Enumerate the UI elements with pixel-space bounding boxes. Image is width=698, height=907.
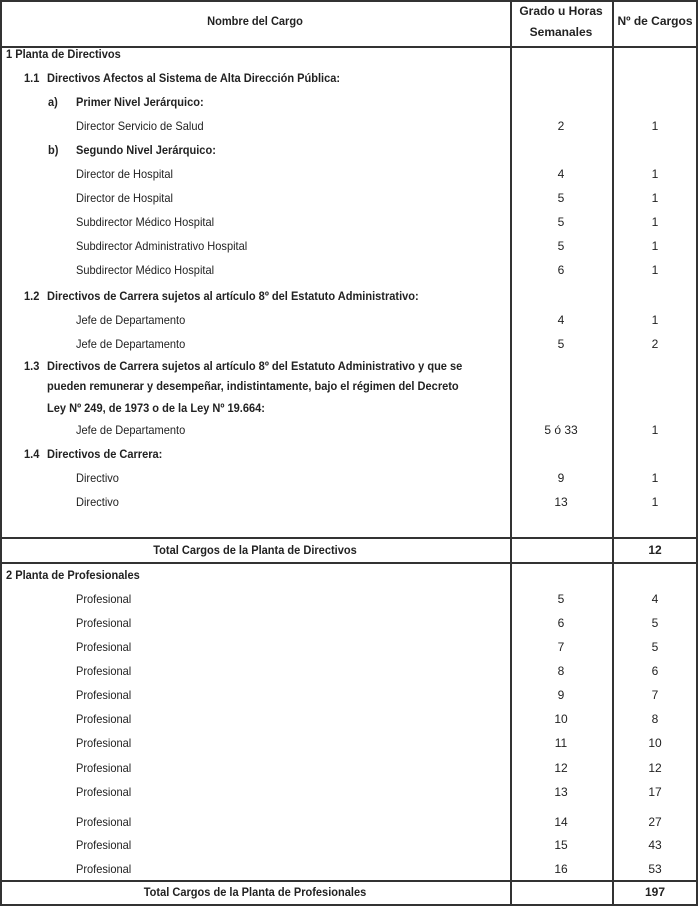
position-name: Subdirector Administrativo Hospital bbox=[76, 239, 248, 253]
position-grado: 2 bbox=[557, 119, 565, 133]
position-name: Subdirector Médico Hospital bbox=[76, 263, 215, 277]
position-name: Profesional bbox=[76, 862, 132, 876]
position-name: Director de Hospital bbox=[76, 191, 173, 205]
position-name: Jefe de Departamento bbox=[76, 423, 186, 437]
position-grado: 13 bbox=[554, 495, 568, 509]
position-count: 10 bbox=[648, 736, 662, 750]
subsection-number: 1.2 bbox=[24, 289, 40, 303]
level-heading: Segundo Nivel Jerárquico: bbox=[76, 143, 216, 157]
section-heading: 2 Planta de Profesionales bbox=[6, 568, 140, 582]
position-count: 5 bbox=[651, 616, 659, 630]
position-count: 1 bbox=[651, 423, 659, 437]
position-grado: 6 bbox=[557, 263, 565, 277]
total-label: Total Cargos de la Planta de Directivos bbox=[153, 543, 357, 557]
subsection-number: 1.1 bbox=[24, 71, 40, 85]
position-count: 1 bbox=[651, 239, 659, 253]
border bbox=[0, 880, 698, 882]
position-name: Directivo bbox=[76, 495, 119, 509]
border bbox=[0, 537, 698, 539]
position-name: Profesional bbox=[76, 616, 132, 630]
level-letter: a) bbox=[48, 95, 58, 109]
position-name: Profesional bbox=[76, 664, 132, 678]
position-name: Directivo bbox=[76, 471, 119, 485]
header-cargos: Nº de Cargos bbox=[617, 14, 693, 28]
position-name: Profesional bbox=[76, 785, 132, 799]
position-count: 12 bbox=[648, 761, 662, 775]
position-count: 2 bbox=[651, 337, 659, 351]
position-name: Profesional bbox=[76, 712, 132, 726]
subsection-heading: Directivos de Carrera sujetos al artículo 8º del Estatuto Administrativo y que se bbox=[47, 359, 463, 373]
subsection-heading: Directivos de Carrera sujetos al artículo 8º del Estatuto Administrativo: bbox=[47, 289, 419, 303]
position-name: Profesional bbox=[76, 815, 132, 829]
position-grado: 5 bbox=[557, 239, 565, 253]
position-grado: 7 bbox=[557, 640, 565, 654]
border bbox=[0, 904, 698, 906]
position-count: 1 bbox=[651, 495, 659, 509]
position-count: 4 bbox=[651, 592, 659, 606]
level-letter: b) bbox=[48, 143, 59, 157]
subsection-heading: Directivos Afectos al Sistema de Alta Dirección Pública: bbox=[47, 71, 341, 85]
position-grado: 9 bbox=[557, 688, 565, 702]
position-name: Profesional bbox=[76, 592, 132, 606]
position-name: Director Servicio de Salud bbox=[76, 119, 204, 133]
position-grado: 16 bbox=[554, 862, 568, 876]
position-name: Subdirector Médico Hospital bbox=[76, 215, 215, 229]
position-grado: 5 ó 33 bbox=[544, 423, 578, 437]
position-grado: 11 bbox=[554, 736, 568, 750]
position-grado: 5 bbox=[557, 215, 565, 229]
position-count: 7 bbox=[651, 688, 659, 702]
position-count: 1 bbox=[651, 263, 659, 277]
position-count: 17 bbox=[648, 785, 662, 799]
position-grado: 14 bbox=[554, 815, 568, 829]
position-count: 43 bbox=[648, 838, 662, 852]
position-grado: 4 bbox=[557, 167, 565, 181]
position-count: 53 bbox=[648, 862, 662, 876]
subsection-number: 1.4 bbox=[24, 447, 40, 461]
position-grado: 8 bbox=[557, 664, 565, 678]
position-grado: 5 bbox=[557, 592, 565, 606]
position-name: Profesional bbox=[76, 688, 132, 702]
level-heading: Primer Nivel Jerárquico: bbox=[76, 95, 204, 109]
total-count: 197 bbox=[644, 885, 666, 899]
subsection-heading: Directivos de Carrera: bbox=[47, 447, 163, 461]
border bbox=[0, 0, 2, 906]
position-grado: 4 bbox=[557, 313, 565, 327]
position-count: 27 bbox=[648, 815, 662, 829]
position-grado: 9 bbox=[557, 471, 565, 485]
position-count: 1 bbox=[651, 471, 659, 485]
position-count: 1 bbox=[651, 119, 659, 133]
position-name: Profesional bbox=[76, 640, 132, 654]
subsection-heading-continued: Ley Nº 249, de 1973 o de la Ley Nº 19.664: bbox=[47, 401, 265, 415]
position-grado: 13 bbox=[554, 785, 568, 799]
position-grado: 15 bbox=[554, 838, 568, 852]
total-label: Total Cargos de la Planta de Profesionales bbox=[143, 885, 367, 899]
subsection-number: 1.3 bbox=[24, 359, 40, 373]
border bbox=[0, 0, 698, 2]
position-name: Profesional bbox=[76, 838, 132, 852]
position-count: 8 bbox=[651, 712, 659, 726]
position-name: Jefe de Departamento bbox=[76, 313, 186, 327]
header-grado-line1: Grado u Horas bbox=[519, 4, 603, 18]
total-count: 12 bbox=[648, 543, 662, 557]
position-name: Profesional bbox=[76, 761, 132, 775]
position-grado: 5 bbox=[557, 191, 565, 205]
header-grado-line2: Semanales bbox=[529, 25, 593, 39]
position-count: 6 bbox=[651, 664, 659, 678]
position-count: 1 bbox=[651, 215, 659, 229]
position-grado: 6 bbox=[557, 616, 565, 630]
section-heading: 1 Planta de Directivos bbox=[6, 47, 121, 61]
position-name: Director de Hospital bbox=[76, 167, 173, 181]
position-name: Profesional bbox=[76, 736, 132, 750]
position-grado: 10 bbox=[554, 712, 568, 726]
border bbox=[0, 562, 698, 564]
header-name: Nombre del Cargo bbox=[207, 14, 303, 28]
position-grado: 12 bbox=[554, 761, 568, 775]
subsection-heading-continued: pueden remunerar y desempeñar, indistintamente, bajo el régimen del Decreto bbox=[47, 379, 459, 393]
position-count: 1 bbox=[651, 313, 659, 327]
position-name: Jefe de Departamento bbox=[76, 337, 186, 351]
position-grado: 5 bbox=[557, 337, 565, 351]
position-count: 5 bbox=[651, 640, 659, 654]
position-count: 1 bbox=[651, 191, 659, 205]
header-grado bbox=[510, 3, 612, 40]
position-count: 1 bbox=[651, 167, 659, 181]
